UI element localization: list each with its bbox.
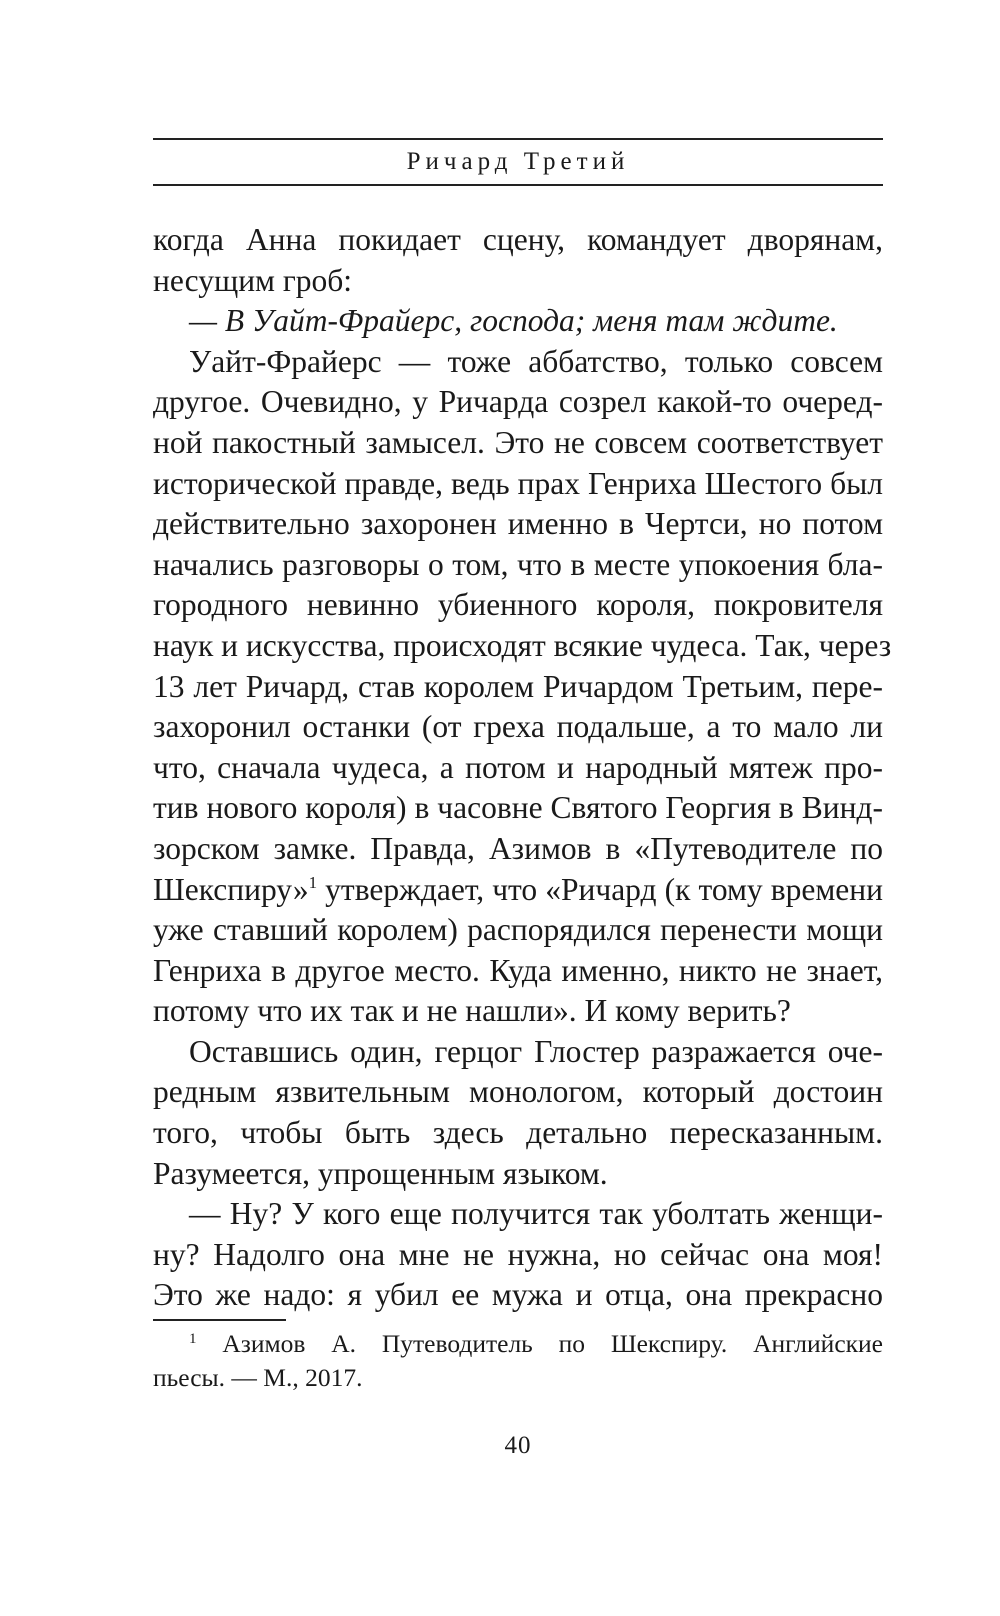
text-line: 13 лет Ричард, став королем Ричардом Третьим, пере- (153, 668, 883, 704)
text-line: что, сначала чудеса, а потом и народный мятеж про- (153, 749, 883, 785)
footnote-text: Азимов А. Путеводитель по Шекспиру. Английские (222, 1329, 884, 1358)
footnote-line (153, 1327, 883, 1361)
header-bottom-rule (153, 184, 883, 186)
text-line: — Ну? У кого еще получится так уболтать женщи- (189, 1196, 883, 1232)
text-line: Разумеется, упрощенным языком. (153, 1155, 608, 1191)
text-line: несущим гроб: (153, 262, 353, 298)
text-line: ну? Надолго она мне не нужна, но сейчас она моя! (153, 1236, 883, 1272)
text-line: зорском замке. Правда, Азимов в «Путеводителе по (153, 830, 883, 866)
footnote (153, 1327, 883, 1395)
footnote-reference[interactable]: 1 (308, 872, 318, 892)
text-line: Уайт-Фрайерс — тоже аббатство, только совсем (189, 343, 883, 379)
text-line: исторической правде, ведь прах Генриха Шестого был (153, 465, 883, 501)
quote-line: — В Уайт-Фрайерс, господа; меня там ждите. (189, 303, 838, 339)
text-line: наук и искусства, происходят всякие чудеса. Так, через (153, 627, 892, 663)
body-text (153, 220, 892, 1316)
text-line: захоронил останки (от греха подальше, а то мало ли (153, 709, 883, 745)
text-line: городного невинно убиенного короля, покровителя (153, 587, 883, 623)
text-line: того, чтобы быть здесь детально пересказанным. (153, 1115, 883, 1151)
text-line-with-footnote-ref (153, 870, 883, 911)
text-line: редным язвительным монологом, который достоин (153, 1074, 883, 1110)
text-line: уже ставший королем) распорядился перенести мощи (153, 912, 883, 948)
text-line: другое. Очевидно, у Ричарда созрел какой-то очеред- (153, 384, 883, 420)
text-line: ной пакостный замысел. Это не совсем соответствует (153, 424, 883, 460)
text-fragment: утверждает, что «Ричард (к тому времени (325, 871, 883, 907)
text-line: действительно захоронен именно в Чертси, но потом (153, 506, 883, 542)
footnote-marker: 1 (189, 1331, 197, 1347)
text-line: начались разговоры о том, что в месте упокоения бла- (153, 546, 883, 582)
text-line: потому что их так и не нашли». И кому верить? (153, 993, 791, 1029)
footnote-divider (153, 1319, 286, 1321)
text-fragment: Шекспиру» (153, 871, 309, 907)
text-line: Оставшись один, герцог Глостер разражается оче- (189, 1033, 883, 1069)
text-line: Генриха в другое место. Куда именно, никто не знает, (153, 952, 883, 988)
text-line: тив нового короля) в часовне Святого Георгия в Винд- (153, 790, 883, 826)
book-page (153, 0, 892, 1616)
text-line: когда Анна покидает сцену, командует дворянам, (153, 222, 883, 257)
page-number: 40 (504, 1432, 532, 1459)
footnote-line: пьесы. — М., 2017. (153, 1363, 363, 1392)
running-head: Ричард Третий (406, 148, 630, 175)
text-line: Это же надо: я убил ее мужа и отца, она прекрасно (153, 1277, 883, 1313)
